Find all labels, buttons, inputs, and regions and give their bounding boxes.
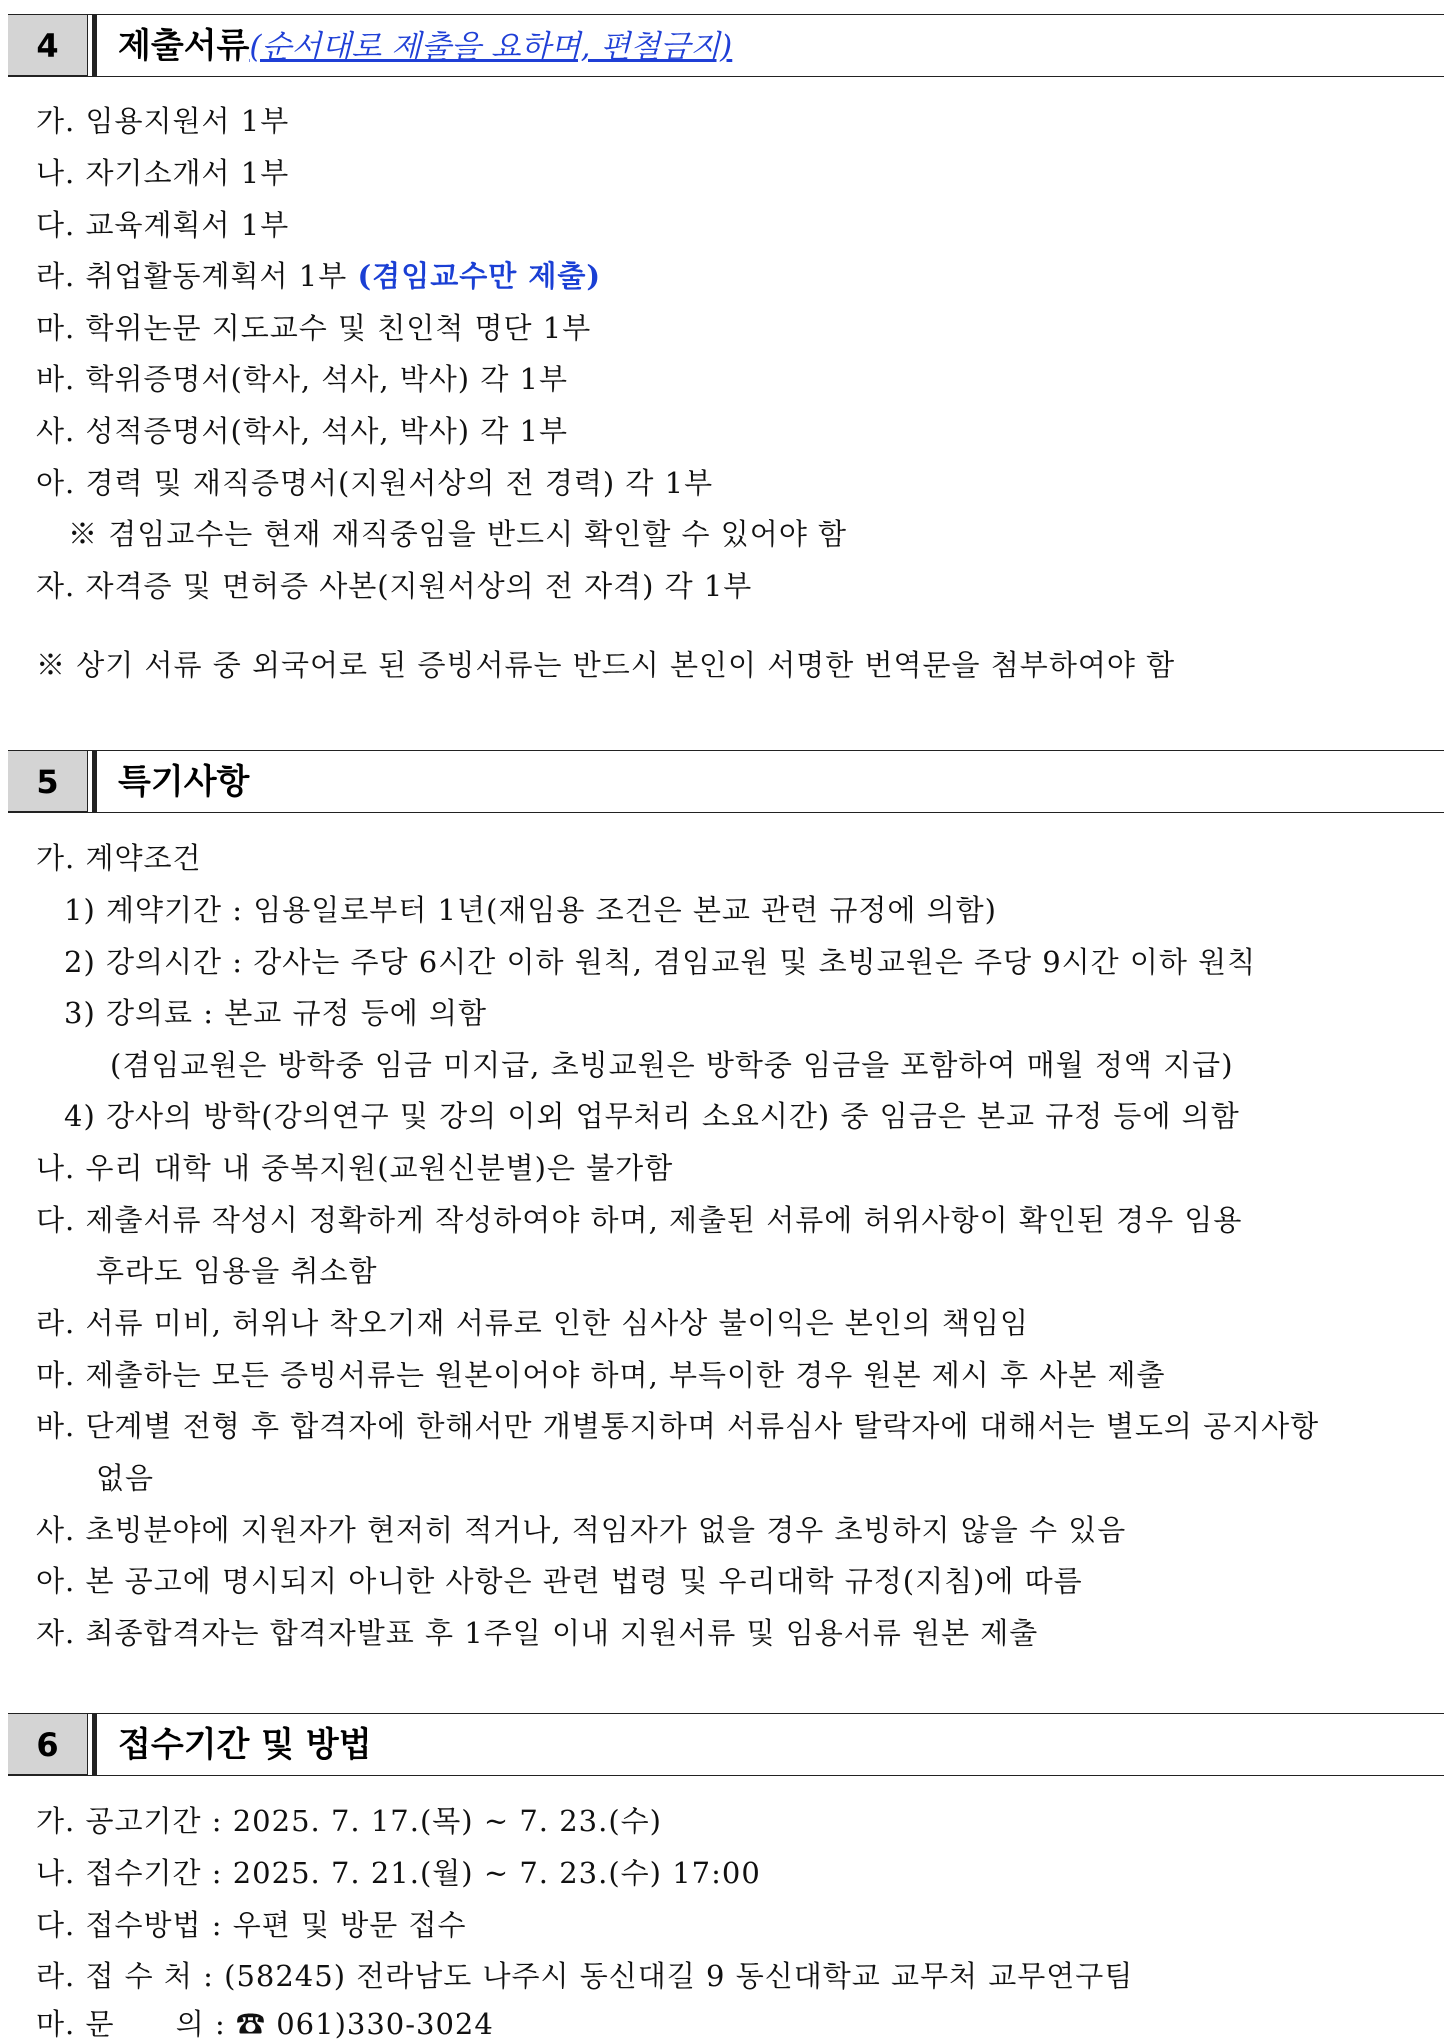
list-item: 바. 학위증명서(학사, 석사, 박사) 각 1부 [36, 362, 569, 396]
list-item: 라. 취업활동계획서 1부 (겸임교수만 제출) [36, 259, 602, 293]
section-title-note: (순서대로 제출을 요하며, 편철금지) [249, 29, 733, 65]
list-item: 아. 경력 및 재직증명서(지원서상의 전 경력) 각 1부 [36, 466, 714, 500]
contact-phone: 마. 문 의 : ☎ 061)330-3024 [36, 2007, 494, 2041]
list-item: 가. 공고기간 : 2025. 7. 17.(목) ~ 7. 23.(수) [36, 1804, 662, 1838]
list-item: 자. 최종합격자는 합격자발표 후 1주일 이내 지원서류 및 임용서류 원본 제출 [36, 1616, 1039, 1650]
list-item-continuation: 없음 [96, 1461, 155, 1495]
list-subitem: 2) 강의시간 : 강사는 주당 6시간 이하 원칙, 겸임교원 및 초빙교원은 주당 9시간 이하 원칙 [64, 945, 1257, 979]
list-item: 자. 자격증 및 면허증 사본(지원서상의 전 자격) 각 1부 [36, 569, 753, 603]
section-footnote: ※ 상기 서류 중 외국어로 된 증빙서류는 반드시 본인이 서명한 번역문을 첨부하여야 함 [36, 648, 1176, 682]
list-subitem: 4) 강사의 방학(강의연구 및 강의 이외 업무처리 소요시간) 중 임금은 본교 규정 등에 의함 [64, 1099, 1240, 1133]
section-number: 4 [8, 14, 88, 76]
list-item: 나. 자기소개서 1부 [36, 156, 290, 190]
section-title: 접수기간 및 방법 [118, 1725, 372, 1765]
section-6-header [8, 1713, 1444, 1777]
list-item: 나. 우리 대학 내 중복지원(교원신분별)은 불가함 [36, 1151, 674, 1185]
list-item: 마. 제출하는 모든 증빙서류는 원본이어야 하며, 부득이한 경우 원본 제시 후 사본 제출 [36, 1358, 1166, 1392]
section-number: 5 [8, 750, 88, 812]
list-item: 라. 접 수 처 : (58245) 전라남도 나주시 동신대길 9 동신대학교 교무처 교무연구팀 [36, 1959, 1134, 1993]
list-subitem: 1) 계약기간 : 임용일로부터 1년(재임용 조건은 본교 관련 규정에 의함) [64, 893, 997, 927]
list-item: 사. 성적증명서(학사, 석사, 박사) 각 1부 [36, 414, 569, 448]
section-title: 제출서류(순서대로 제출을 요하며, 편철금지) [118, 26, 733, 66]
list-item: 다. 교육계획서 1부 [36, 208, 290, 242]
section-title: 특기사항 [118, 762, 250, 802]
adjunct-only-note: (겸임교수만 제출) [357, 259, 602, 293]
list-item: 사. 초빙분야에 지원자가 현저히 적거나, 적임자가 없을 경우 초빙하지 않을 수 있음 [36, 1513, 1127, 1547]
section-number: 6 [8, 1713, 88, 1775]
list-item: 다. 접수방법 : 우편 및 방문 접수 [36, 1908, 467, 1942]
list-item: 가. 계약조건 [36, 841, 202, 875]
list-item: 라. 서류 미비, 허위나 착오기재 서류로 인한 심사상 불이익은 본인의 책임임 [36, 1306, 1030, 1340]
list-item: 바. 단계별 전형 후 합격자에 한해서만 개별통지하며 서류심사 탈락자에 대해서는 별도의 공지사항 [36, 1409, 1320, 1443]
section-5-header [8, 750, 1444, 814]
list-item-continuation: 후라도 임용을 취소함 [96, 1254, 378, 1288]
list-subitem-note: (겸임교원은 방학중 임금 미지급, 초빙교원은 방학중 임금을 포함하여 매월 정액 지급) [110, 1048, 1234, 1082]
list-subitem: 3) 강의료 : 본교 규정 등에 의함 [64, 996, 487, 1030]
section-4-header [8, 14, 1444, 78]
list-item: 마. 학위논문 지도교수 및 친인척 명단 1부 [36, 311, 592, 345]
list-item: 나. 접수기간 : 2025. 7. 21.(월) ~ 7. 23.(수) 17:00 [36, 1856, 761, 1890]
list-item: 가. 임용지원서 1부 [36, 104, 290, 138]
list-item-note: ※ 겸임교수는 현재 재직중임을 반드시 확인할 수 있어야 함 [68, 517, 848, 551]
list-item: 다. 제출서류 작성시 정확하게 작성하여야 하며, 제출된 서류에 허위사항이 확인된 경우 임용 [36, 1203, 1243, 1237]
list-item: 아. 본 공고에 명시되지 아니한 사항은 관련 법령 및 우리대학 규정(지침)에 따름 [36, 1564, 1083, 1598]
